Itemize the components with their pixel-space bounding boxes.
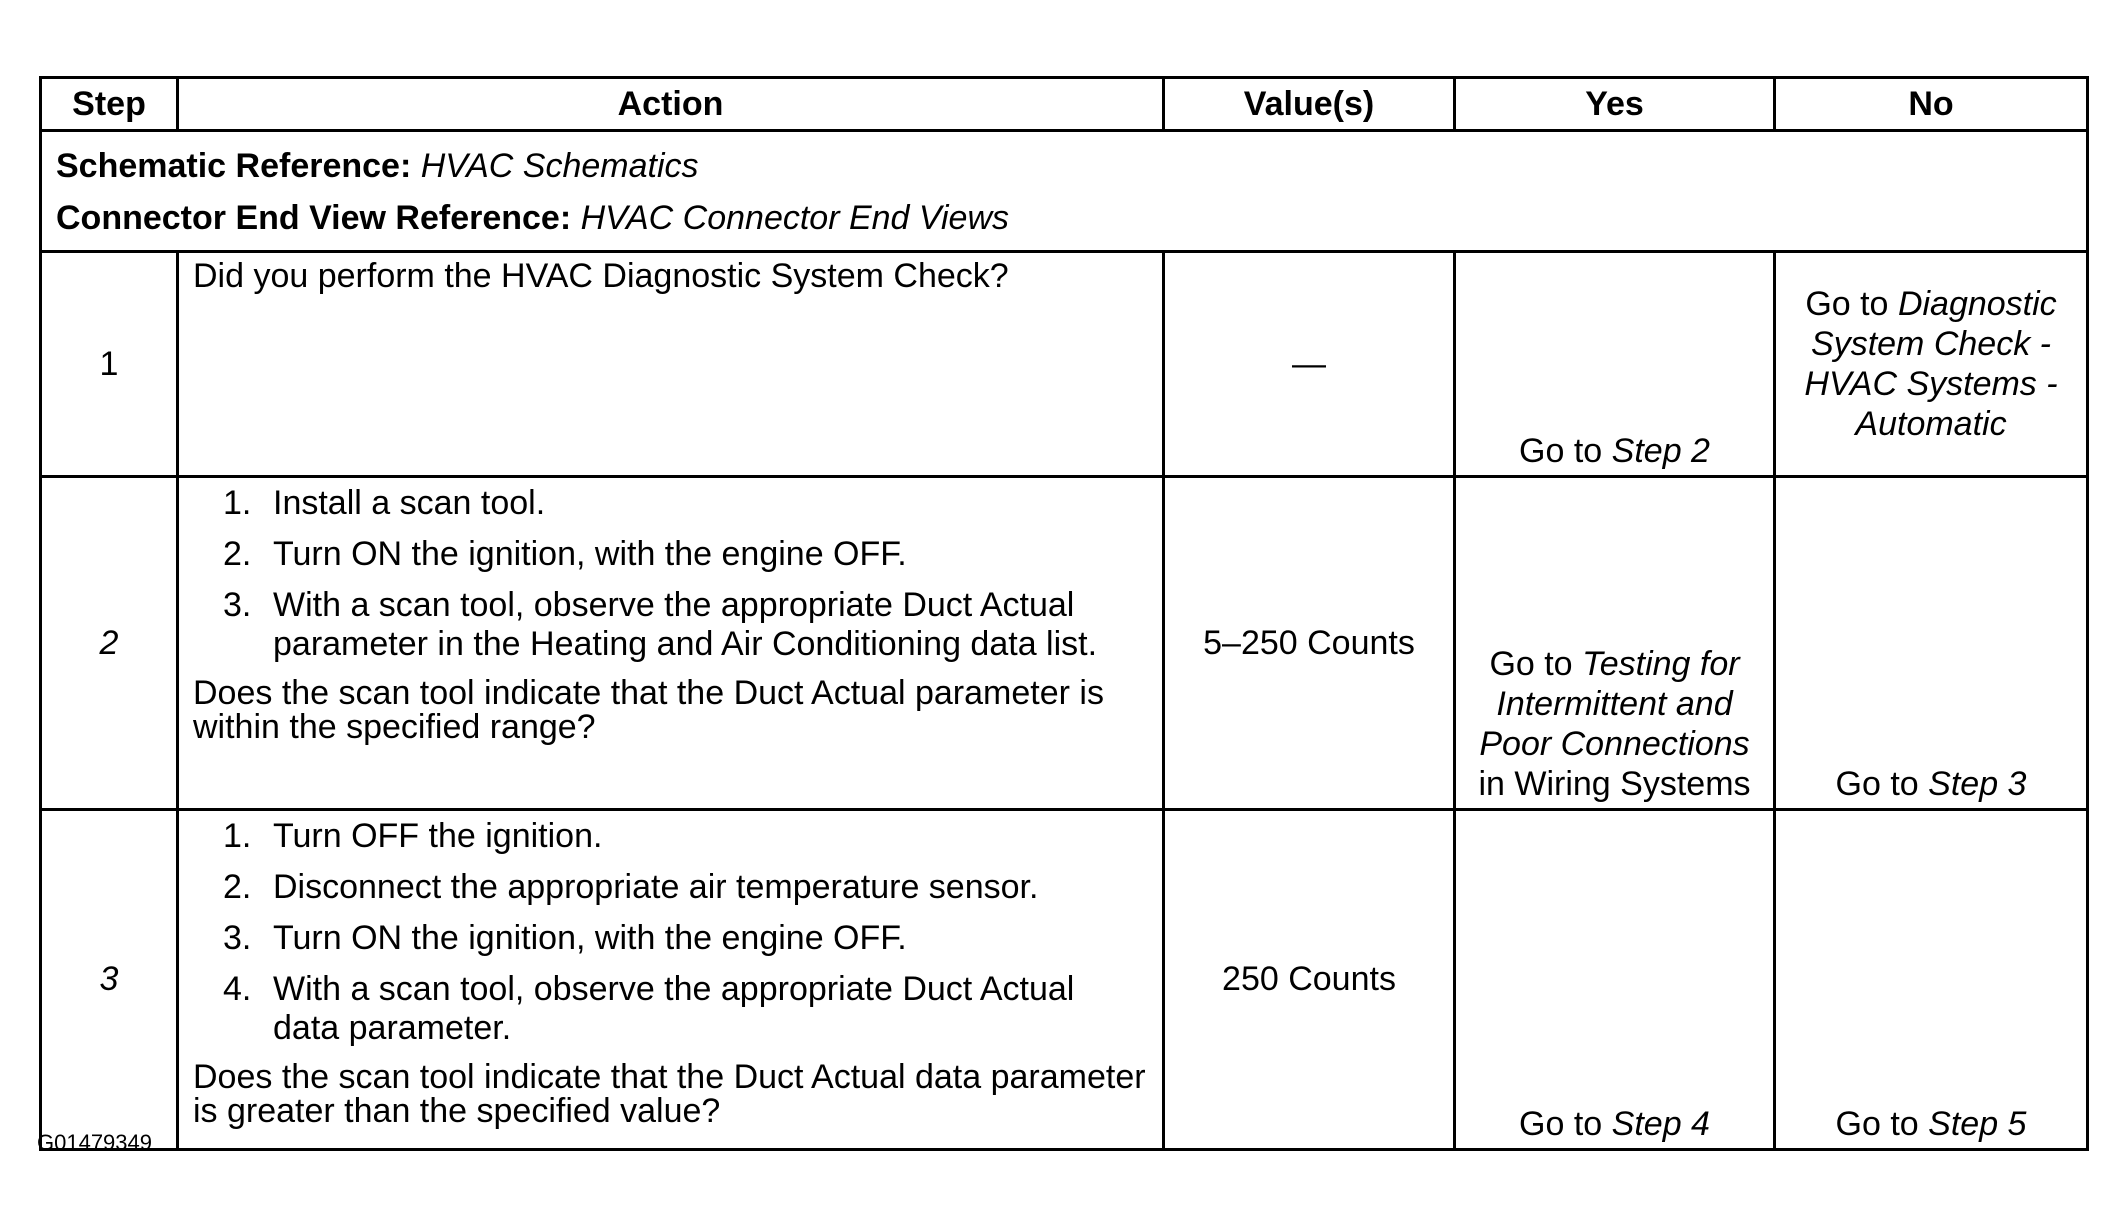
list-item: 2. Turn ON the ignition, with the engine OFF. [223,535,907,573]
list-item: 3. With a scan tool, observe the appropriate Duct Actual parameter in the Heating and Air Conditioning data list. [223,586,1098,663]
schematic-reference-label: Schematic Reference: [56,147,412,185]
no-prefix: Go to [1805,285,1889,323]
action-question: Did you perform the HVAC Diagnostic System Check? [193,257,1009,295]
action-cell [178,252,1164,477]
connector-reference-link[interactable]: HVAC Connector End Views [580,199,1009,237]
list-item: 4. With a scan tool, observe the appropriate Duct Actual data parameter. [223,970,1075,1047]
figure-id: G01479349 [37,1130,152,1155]
header-step: Step [41,78,178,131]
diagnostic-table-wrapper [39,76,2086,1151]
no-cell [1775,477,2088,810]
no-prefix: Go to [1835,765,1919,803]
list-item: 2. Disconnect the appropriate air temperature sensor. [223,868,1039,906]
step-number: 3 [41,810,178,1150]
action-cell [178,810,1164,1150]
step-number: 1 [41,252,178,477]
connector-reference-label: Connector End View Reference: [56,199,572,237]
schematic-reference [56,140,2072,192]
yes-cell [1455,477,1775,810]
header-values: Value(s) [1164,78,1455,131]
reference-cell [41,131,2088,252]
action-cell [178,477,1164,810]
table-row [41,252,2088,477]
action-steps-list [193,817,1148,1048]
value-cell: 250 Counts [1164,810,1455,1150]
yes-link[interactable]: Testing for Intermittent and Poor Connections [1479,645,1750,763]
action-steps-list [193,484,1148,664]
table-row [41,477,2088,810]
list-item: 1. Turn OFF the ignition. [223,817,603,855]
no-link[interactable]: Step 3 [1928,765,2027,803]
step-number: 2 [41,477,178,810]
no-cell [1775,810,2088,1150]
yes-prefix: Go to [1489,645,1573,683]
value-cell: 5–250 Counts [1164,477,1455,810]
yes-cell [1455,252,1775,477]
yes-prefix: Go to [1519,432,1603,470]
action-question: Does the scan tool indicate that the Duct Actual parameter is within the specified range? [193,674,1104,746]
yes-cell [1455,810,1775,1150]
list-item: 1. Install a scan tool. [223,484,546,522]
header-row [41,78,2088,131]
header-action: Action [178,78,1164,131]
header-yes: Yes [1455,78,1775,131]
header-no: No [1775,78,2088,131]
no-cell [1775,252,2088,477]
no-link[interactable]: Diagnostic System Check - HVAC Systems - Automatic [1804,285,2058,443]
action-question: Does the scan tool indicate that the Duct Actual data parameter is greater than the specified value? [193,1058,1146,1130]
yes-prefix: Go to [1519,1105,1603,1143]
value-cell: — [1164,252,1455,477]
yes-link[interactable]: Step 4 [1611,1105,1710,1143]
yes-suffix: in Wiring Systems [1478,765,1751,803]
table-row [41,810,2088,1150]
schematic-reference-link[interactable]: HVAC Schematics [420,147,699,185]
no-prefix: Go to [1835,1105,1919,1143]
connector-reference [56,192,2072,244]
no-link[interactable]: Step 5 [1928,1105,2027,1143]
list-item: 3. Turn ON the ignition, with the engine OFF. [223,919,907,957]
reference-row [41,131,2088,252]
yes-link[interactable]: Step 2 [1611,432,1710,470]
diagnostic-table [39,76,2089,1151]
